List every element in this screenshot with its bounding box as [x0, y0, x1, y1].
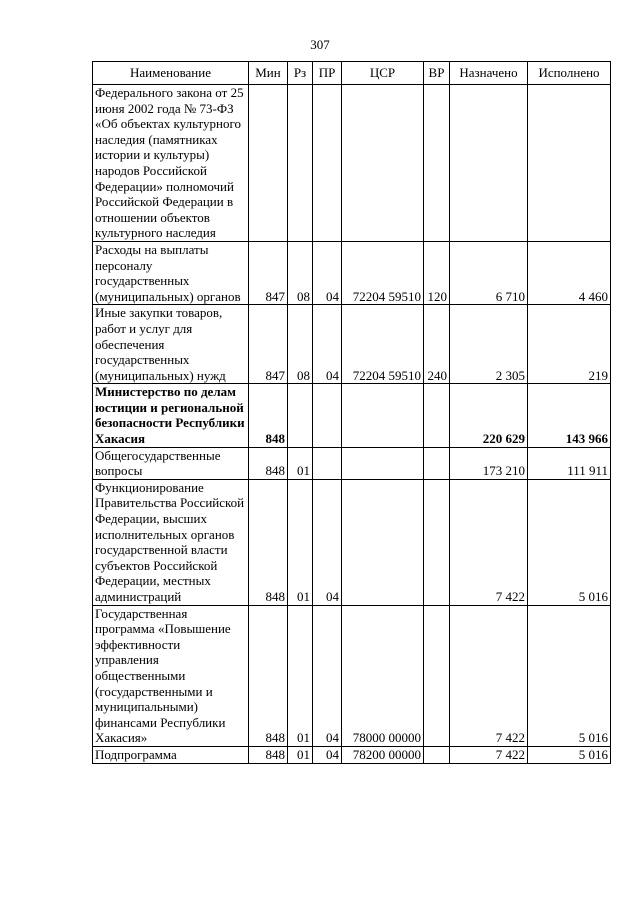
table-row	[93, 605, 611, 746]
row-rz: 08	[288, 241, 313, 304]
row-csr	[342, 479, 424, 605]
row-rz: 01	[288, 746, 313, 763]
row-pr: 04	[313, 746, 342, 763]
row-csr	[342, 85, 424, 242]
row-executed: 4 460	[528, 241, 611, 304]
row-pr	[313, 384, 342, 447]
row-min: 848	[249, 605, 288, 746]
table-row	[93, 85, 611, 242]
row-vr	[424, 605, 450, 746]
row-name: Расходы на выплаты персоналу государственных (муниципальных) органов	[93, 241, 249, 304]
row-assigned: 7 422	[450, 479, 528, 605]
row-name: Функционирование Правительства Российской Федерации, высших исполнительных органов государственной власти субъектов Российской Федерации, местных администраций	[93, 479, 249, 605]
row-csr: 72204 59510	[342, 305, 424, 384]
row-executed	[528, 85, 611, 242]
row-csr: 78200 00000	[342, 746, 424, 763]
row-min: 848	[249, 447, 288, 479]
table-row	[93, 479, 611, 605]
row-assigned: 6 710	[450, 241, 528, 304]
row-name: Подпрограмма	[93, 746, 249, 763]
header-assigned: Назначено	[450, 62, 528, 85]
row-assigned: 173 210	[450, 447, 528, 479]
table-row	[93, 447, 611, 479]
row-assigned: 2 305	[450, 305, 528, 384]
row-vr	[424, 479, 450, 605]
header-rz: Рз	[288, 62, 313, 85]
row-pr: 04	[313, 305, 342, 384]
row-name: Федерального закона от 25 июня 2002 года № 73-ФЗ «Об объектах культурного наследия (памятниках истории и культуры) народов Российской Федерации» полномочий Российской Федерации в отношении объектов культурного наследия	[93, 85, 249, 242]
row-executed: 5 016	[528, 746, 611, 763]
row-rz	[288, 85, 313, 242]
header-vr: ВР	[424, 62, 450, 85]
row-executed: 219	[528, 305, 611, 384]
header-pr: ПР	[313, 62, 342, 85]
row-name: Общегосударственные вопросы	[93, 447, 249, 479]
header-min: Мин	[249, 62, 288, 85]
page-number: 307	[310, 37, 330, 52]
row-rz: 01	[288, 479, 313, 605]
row-assigned	[450, 85, 528, 242]
row-vr: 120	[424, 241, 450, 304]
row-rz: 08	[288, 305, 313, 384]
table-row	[93, 305, 611, 384]
budget-table	[92, 61, 611, 764]
row-csr	[342, 447, 424, 479]
row-executed: 5 016	[528, 605, 611, 746]
header-csr: ЦСР	[342, 62, 424, 85]
row-pr: 04	[313, 241, 342, 304]
row-csr	[342, 384, 424, 447]
row-min: 847	[249, 241, 288, 304]
row-executed: 111 911	[528, 447, 611, 479]
table-row	[93, 384, 611, 447]
header-name: Наименование	[93, 62, 249, 85]
row-pr: 04	[313, 479, 342, 605]
row-vr	[424, 746, 450, 763]
header-executed: Исполнено	[528, 62, 611, 85]
row-min	[249, 85, 288, 242]
row-assigned: 7 422	[450, 746, 528, 763]
table-row	[93, 241, 611, 304]
row-rz: 01	[288, 447, 313, 479]
row-assigned: 7 422	[450, 605, 528, 746]
row-pr: 04	[313, 605, 342, 746]
row-rz	[288, 384, 313, 447]
row-name: Министерство по делам юстиции и региональной безопасности Республики Хакасия	[93, 384, 249, 447]
row-name: Государственная программа «Повышение эффективности управления общественными (государственными и муниципальными) финансами Республики Хакасия»	[93, 605, 249, 746]
row-rz: 01	[288, 605, 313, 746]
row-csr: 72204 59510	[342, 241, 424, 304]
row-vr	[424, 384, 450, 447]
row-name: Иные закупки товаров, работ и услуг для обеспечения государственных (муниципальных) нужд	[93, 305, 249, 384]
row-min: 848	[249, 384, 288, 447]
row-min: 848	[249, 479, 288, 605]
row-vr	[424, 447, 450, 479]
table-header-row	[93, 62, 611, 85]
row-vr	[424, 85, 450, 242]
row-assigned: 220 629	[450, 384, 528, 447]
row-min: 848	[249, 746, 288, 763]
row-executed: 143 966	[528, 384, 611, 447]
row-min: 847	[249, 305, 288, 384]
row-csr: 78000 00000	[342, 605, 424, 746]
row-vr: 240	[424, 305, 450, 384]
row-executed: 5 016	[528, 479, 611, 605]
row-pr	[313, 447, 342, 479]
table-row	[93, 746, 611, 763]
row-pr	[313, 85, 342, 242]
